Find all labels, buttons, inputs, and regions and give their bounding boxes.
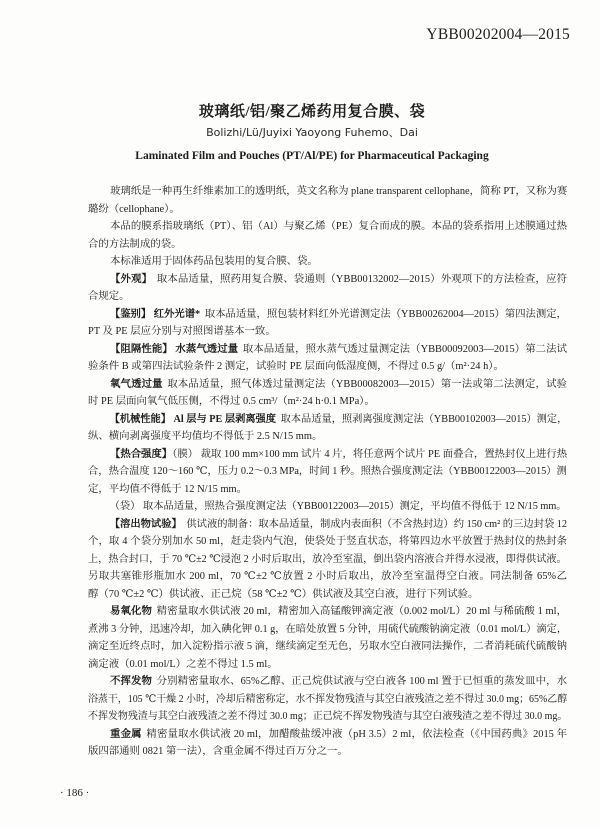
text-line: 定，平均值不得低于 12 N/15 mm。 (88, 483, 248, 495)
section-identification (88, 306, 567, 341)
text-line (88, 516, 568, 534)
text-line: 合，热合温度 120～160 ℃，压力 0.2～0.3 MPa，时间 1 秒。照热合强度测定法（YBB00122003—2015）测 (88, 466, 567, 477)
section-barrier-water-vapor (88, 341, 567, 376)
line-text: 精密量取水供试液 20 ml，精密加入高锰酸钾滴定液（0.002 mol/L）20 ml 与稀硫酸 1 ml， (156, 606, 567, 617)
standard-code: YBB00202004—2015 (426, 26, 570, 43)
page-title: 玻璃纸/铝/聚乙烯药用复合膜、袋 (198, 104, 426, 120)
title-block (24, 102, 600, 166)
section-oxidizable-substances (88, 603, 567, 673)
line-text: 取本品适量，照剥离强度测定法（YBB00102003—2015）测定， (280, 413, 568, 425)
text-line (88, 446, 566, 464)
page-number: · 186 · (60, 787, 90, 799)
title-pinyin: Bolizhi/Lü/Juyixi Yaoyong Fuhemo、Dai (206, 126, 418, 139)
text-line (88, 271, 567, 289)
text-line: 本品的膜系指玻璃纸（PT）、铝（Al）与聚乙烯（PE）复合而成的膜。本品的袋系指用上述膜通过热 (110, 221, 567, 232)
text-line: 验条件 B 或第四法试验条件 2 测定，试验时 PE 层面向低湿度侧，不得过 0.5 g/（m²·24 h）。 (88, 361, 504, 372)
text-line: （袋） 取本品适量，照热合强度测定法（YBB00122003—2015）测定，平均值不得低于 12 N/15 mm。 (109, 501, 567, 512)
line-text: 取本品适量，照药用复合膜、袋通则（YBB00132002—2015）外观项下的方法检查，应符 (156, 273, 567, 285)
line-text: 精密量取水供试液 20 ml，加醋酸盐缓冲液（pH 3.5）2 ml，依法检查（《中国药典》2015 年 (146, 728, 568, 740)
section-label: 【溶出物试验】 (109, 518, 182, 530)
section-heat-seal-film (88, 446, 567, 499)
text-line (88, 306, 567, 324)
text-line (88, 341, 567, 359)
section-heavy-metals (88, 726, 567, 761)
line-text: （膜） 裁取 100 mm×100 mm 试片 4 片，将任意两个试片 PE 面叠合，置热封仪上进行热 (172, 448, 568, 460)
section-barrier-oxygen (88, 376, 567, 411)
section-non-volatile-matter (88, 673, 567, 726)
text-line: 煮沸 3 分钟，迅速冷却，加入碘化钾 0.1 g，在暗处放置 5 分钟，用硫代硫酸钠滴定液（0.01 mol/L）滴定， (88, 623, 568, 635)
line-text: 取本品适量，照水蒸气透过量测定法（YBB00092003—2015）第二法试 (242, 343, 567, 355)
section-mechanical (88, 411, 567, 446)
text-line (88, 603, 567, 621)
text-line: 滴定至近终点时，加入淀粉指示液 5 滴，继续滴定至无色，另取水空白液同法操作，二者消耗硫代硫酸钠 (88, 641, 567, 652)
line-text: 取本品适量，照包装材料红外光谱测定法（YBB00262004—2015）第四法测定， (204, 308, 567, 320)
section-label: 易氧化物 (110, 606, 152, 617)
line-text: 供试液的制备：取本品适量，制成内表面积（不含热封边）约 150 cm² 的三边封袋 12 (186, 518, 568, 530)
section-label: 【鉴别】 红外光谱* (109, 308, 201, 320)
document-body (88, 183, 567, 761)
text-line: 玻璃纸是一种再生纤维素加工的透明纸，英文名称为 plane transparent cellophane，简称 PT，又称为赛 (109, 186, 568, 197)
text-line: 时 PE 层面向氧气低压侧，不得过 0.5 cm³/（m²·24 h·0.1 MPa）。 (88, 396, 375, 407)
line-text: 取本品适量，照气体透过量测定法（YBB00082003—2015）第一法或第二法测定，试验 (167, 378, 567, 390)
text-line (88, 673, 567, 691)
text-line (88, 411, 568, 429)
section-heat-seal-pouch (88, 498, 567, 516)
section-label: 【阻隔性能】 水蒸气透过量 (110, 343, 239, 355)
section-appearance (88, 271, 567, 306)
text-line: 纵、横向剥离强度平均值均不得低于 2.5 N/15 mm。 (88, 431, 323, 442)
section-label: 【热合强度】 (109, 448, 173, 460)
text-line: 合的方法制成的袋。 (88, 238, 182, 250)
text-line: 本标准适用于固体药品包装用的复合膜、袋。 (110, 256, 318, 267)
text-line (88, 726, 567, 744)
text-line: PT 及 PE 层应分别与对照图谱基本一致。 (88, 326, 276, 337)
section-label: 不挥发物 (110, 676, 152, 687)
paragraph-product-definition (88, 218, 567, 253)
section-label: 重金属 (110, 728, 142, 740)
section-label: 【外观】 (110, 273, 153, 285)
text-line: 版四部通则 0821 第一法），含重金属不得过百万分之一。 (88, 746, 348, 757)
text-line: 滴定液（0.01 mol/L）之差不得过 1.5 ml。 (88, 658, 278, 670)
paragraph-scope (88, 253, 567, 271)
title-english: Laminated Film and Pouches (PT/Al/PE) for Pharmaceutical Packaging (135, 150, 489, 162)
section-label: 氧气透过量 (110, 378, 163, 390)
text-line: 另取共塞锥形瓶加水 200 ml，70 ℃±2 ℃放置 2 小时后取出，放冷至室温得空白液。同法制备 65%乙 (88, 571, 567, 582)
text-line: 璐纷（cellophane）。 (88, 203, 180, 215)
text-line: 醇（70 ℃±2 ℃）供试液、正己烷（58 ℃±2 ℃）供试液及其空白液，进行下列试验。 (88, 588, 479, 600)
text-line: 不挥发物残渣与其空白液残渣之差不得过 30.0 mg；正己烷不挥发物残渣与其空白液残渣之差不得过 30.0 mg。 (88, 711, 568, 722)
text-line: 上，热合封口，于 70 ℃±2 ℃浸泡 2 小时后取出，放冷至室温，倒出袋内溶液合并得水浸液，即得供试液。 (88, 553, 567, 565)
text-line (88, 376, 567, 394)
text-line: 合规定。 (88, 291, 130, 302)
line-text: 分别精密量取水、65%乙醇、正己烷供试液与空白液各 100 ml 置于已恒重的蒸发皿中，水 (156, 676, 568, 687)
section-extractables (88, 516, 567, 604)
section-label: 【机械性能】 Al 层与 PE 层剥离强度 (109, 413, 277, 425)
text-line: 浴蒸干，105 ℃干燥 2 小时，冷却后精密称定，水不挥发物残渣与其空白液残渣之差不得过 30.0 mg；65%乙醇 (88, 693, 568, 705)
paragraph-cellophane-definition (88, 183, 567, 218)
text-line: 个，取 4 个袋分别加水 50 ml，赶走袋内气泡，使袋处于竖直状态，将第四边水平放置于热封仪的热封条 (88, 536, 567, 547)
